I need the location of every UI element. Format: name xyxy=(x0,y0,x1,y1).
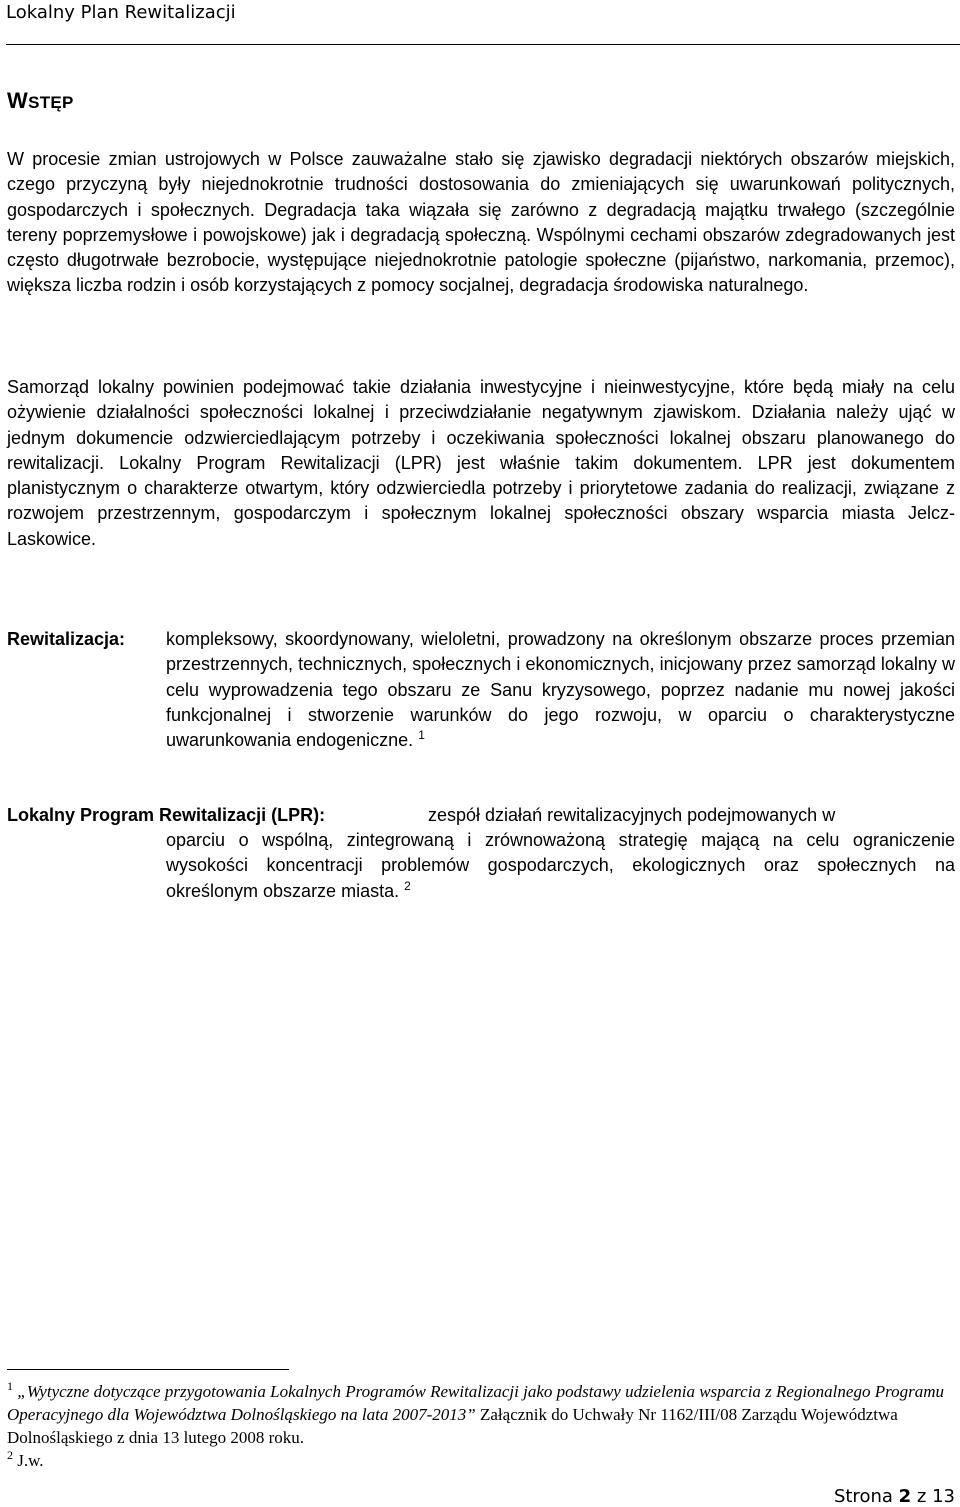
footnote-source: J.w. xyxy=(17,1451,44,1470)
definition-text-lpr-first: zespół działań rewitalizacyjnych podejmowanych w xyxy=(428,805,836,825)
definition-term-lpr: Lokalny Program Rewitalizacji (LPR): xyxy=(7,805,326,825)
footnote-number: 2 xyxy=(7,1448,13,1462)
document-title: Lokalny Plan Rewitalizacji xyxy=(6,2,236,23)
definition-body: kompleksowy, skoordynowany, wieloletni, prowadzony na określonym obszarze proces przemian przestrzennych, technicznych, społecznych i ekonomicznych, inicjowany przez samorząd lokalny w celu wyprowadzenia tego obszaru ze Sanu kryzysowego, poprzez nadanie mu nowej jakości funkcjonalnej i stworzenie warunków do jego rozwoju, w oparciu o charakterystyczne uwarunkowania endogeniczne. xyxy=(166,629,955,751)
current-page: 2 xyxy=(898,1486,912,1507)
intro-paragraph: W procesie zmian ustrojowych w Polsce zauważalne stało się zjawisko degradacji niektórych obszarów miejskich, czego przyczyną były niejednokrotnie trudności dostosowania do zmieniających się uwarunkowań politycznych, gospodarczych i społecznych. Degradacja taka wiązała się zarówno z degradacją majątku trwałego (szczególnie tereny poprzemysłowe i powojskowe) jak i degradacją społeczną. Wspólnymi cechami obszarów zdegradowanych jest często długotrwałe bezrobocie, występujące niejednokrotnie patologie społeczne (pijaństwo, narkomania, przemoc), większa liczba rodzin i osób korzystających z pomocy socjalnej, degradacja środowiska naturalnego. xyxy=(7,149,955,296)
footnote-1 xyxy=(7,1380,955,1449)
definition-text-lpr xyxy=(166,828,955,904)
heading-rest: STĘP xyxy=(28,93,74,112)
total-pages: 13 xyxy=(932,1486,955,1507)
footnote-divider xyxy=(7,1369,289,1370)
footnote-number: 1 xyxy=(7,1379,13,1393)
definition-term-rewitalizacja: Rewitalizacja: xyxy=(7,629,126,649)
definition-body: oparciu o wspólną, zintegrowaną i zrównoważoną strategię mającą na celu ograniczenie wysokości koncentracji problemów gospodarczych, ekologicznych oraz społecznych na określonym obszarze miasta. xyxy=(166,830,955,901)
page-number: Strona 2 z 13 xyxy=(833,1486,955,1507)
definition-text-rewitalizacja xyxy=(166,627,955,753)
lpr-paragraph: Samorząd lokalny powinien podejmować takie działania inwestycyjne i nieinwestycyjne, które będą miały na celu ożywienie działalności społeczności lokalnej i przeciwdziałanie negatywnym zjawiskom. Działania należy ująć w jednym dokumencie odzwierciedlającym potrzeby i oczekiwania społeczności lokalnej obszaru planowanego do rewitalizacji. Lokalny Program Rewitalizacji (LPR) jest właśnie takim dokumentem. LPR jest dokumentem planistycznym o charakterze otwartym, który odzwierciedla potrzeby i priorytetowe zadania do realizacji, związane z rozwojem przestrzennym, gospodarczym i społecznym lokalnej społeczności obszary wsparcia miasta Jelcz-Laskowice. xyxy=(7,377,955,549)
footnote-ref: 2 xyxy=(404,878,411,893)
heading-initial: W xyxy=(7,88,29,113)
page-header xyxy=(6,0,960,45)
footnote-source: Załącznik do Uchwały Nr 1162/III/08 Zarządu Województwa Dolnośląskiego z dnia 13 lutego 2008 roku. xyxy=(7,1405,898,1447)
footnote-2 xyxy=(7,1449,955,1472)
footnote-citation: „Wytyczne dotyczące przygotowania Lokalnych Programów Rewitalizacji jako podstawy udzielenia wsparcia z Regionalnego Programu Operacyjnego dla Województwa Dolnośląskiego na lata 2007-2013” xyxy=(7,1382,944,1424)
section-heading xyxy=(7,88,74,114)
footnote-ref: 1 xyxy=(418,728,425,743)
